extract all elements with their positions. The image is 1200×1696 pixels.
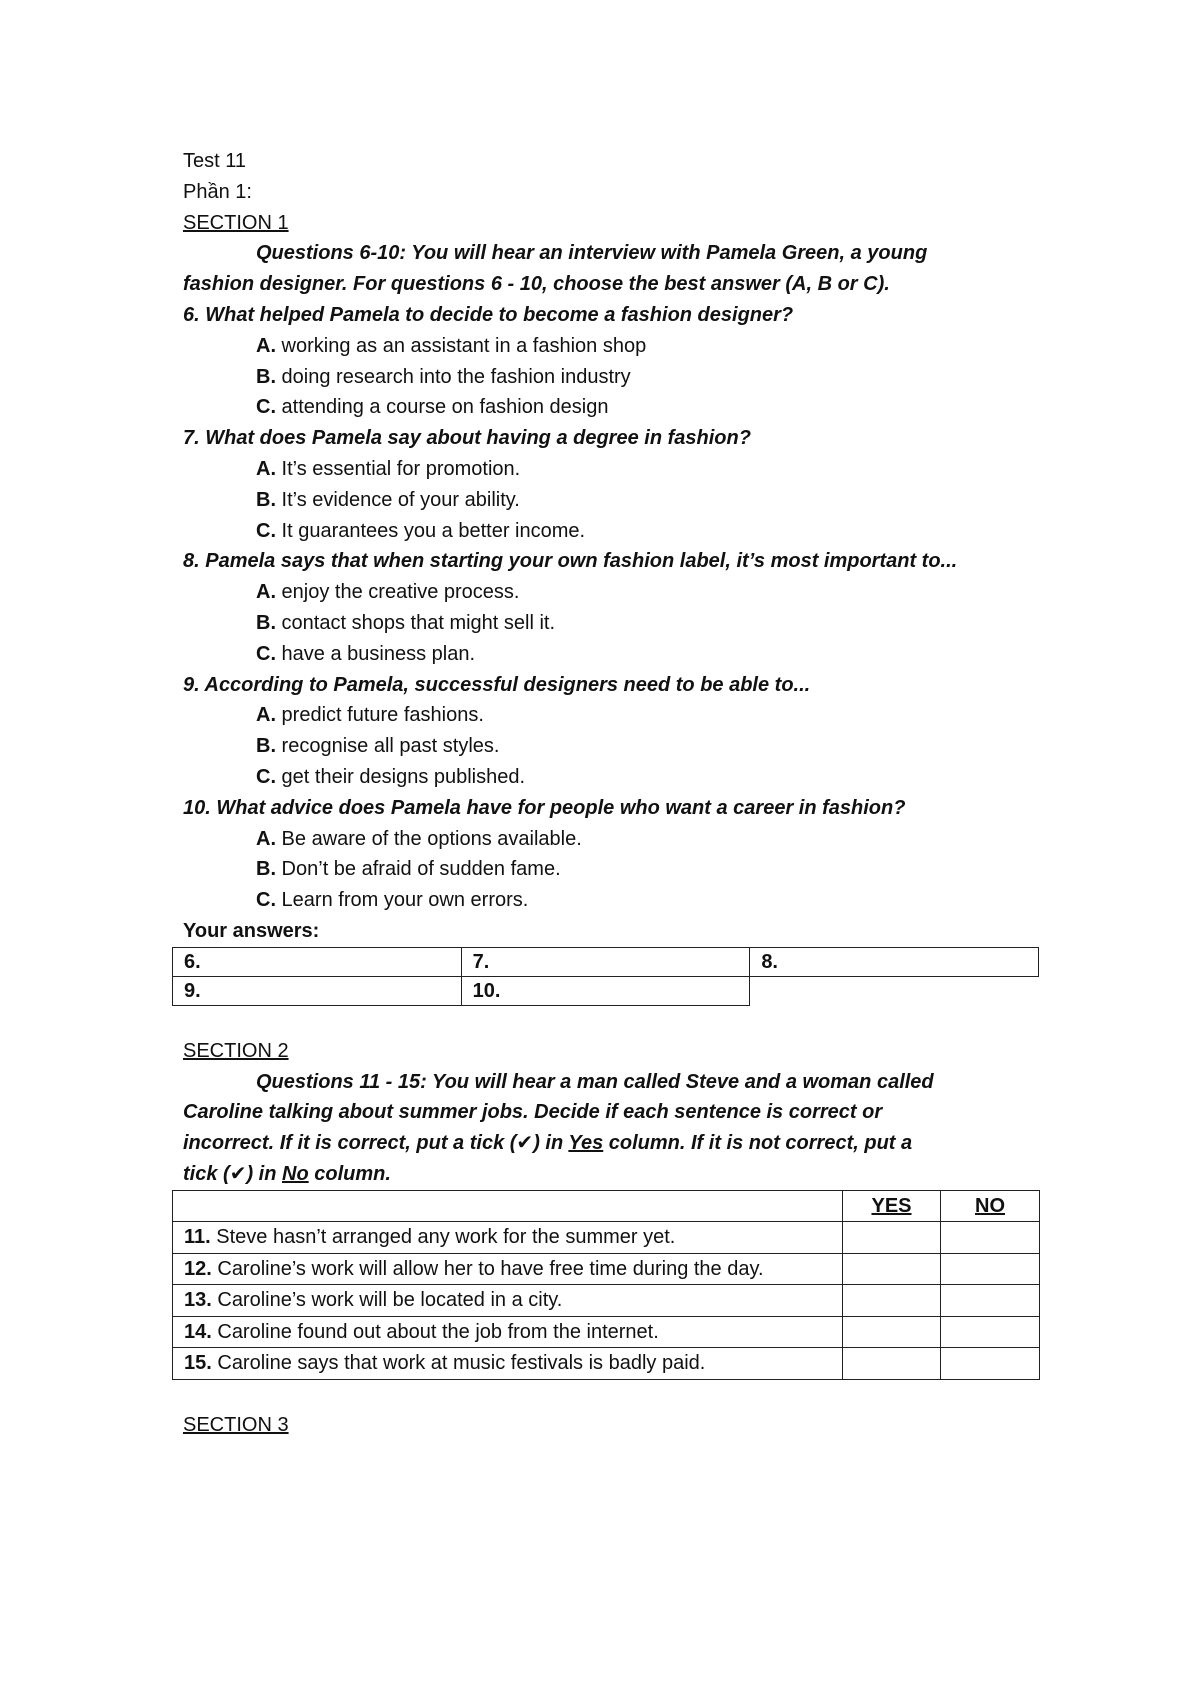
- answer-cell[interactable]: 9.: [173, 976, 462, 1005]
- question-stem: 6. What helped Pamela to decide to become a fashion designer?: [183, 303, 794, 326]
- option-text: It’s evidence of your ability.: [276, 488, 520, 511]
- empty-cell: [750, 976, 1039, 1005]
- no-cell[interactable]: [941, 1222, 1040, 1254]
- yes-cell[interactable]: [843, 1348, 941, 1380]
- instr-text: column. If it is not correct, put a: [603, 1132, 913, 1155]
- option-letter: A.: [256, 581, 276, 604]
- option: [183, 331, 1043, 362]
- option-text: Don’t be afraid of sudden fame.: [276, 858, 561, 881]
- spacer: [183, 1006, 1043, 1036]
- section1-instructions-2: fashion designer. For questions 6 - 10, choose the best answer (A, B or C).: [183, 273, 890, 296]
- no-cell[interactable]: [941, 1316, 1040, 1348]
- tick-icon: ✔: [229, 1162, 247, 1185]
- question-stem: 7. What does Pamela say about having a degree in fashion?: [183, 427, 751, 450]
- table-row: [173, 1316, 1040, 1348]
- option: [183, 362, 1043, 393]
- option-letter: B.: [256, 365, 276, 388]
- option-text: predict future fashions.: [276, 704, 484, 727]
- yes-cell[interactable]: [843, 1316, 941, 1348]
- statement-number: 15.: [184, 1352, 212, 1375]
- table-header-row: [173, 1190, 1040, 1222]
- option-text: attending a course on fashion design: [276, 396, 609, 419]
- answer-cell[interactable]: 10.: [461, 976, 750, 1005]
- instr-text: ) in: [533, 1132, 569, 1155]
- statement-number: 13.: [184, 1289, 212, 1312]
- test-title: Test 11: [183, 150, 246, 172]
- section2-instructions-1: Questions 11 - 15: You will hear a man called Steve and a woman called: [256, 1070, 934, 1093]
- option-letter: B.: [256, 858, 276, 881]
- option-letter: B.: [256, 611, 276, 634]
- statement-cell: [173, 1222, 843, 1254]
- section3-heading: SECTION 3: [183, 1413, 289, 1436]
- header-blank-cell: [173, 1190, 843, 1222]
- yes-cell[interactable]: [843, 1222, 941, 1254]
- option: [183, 854, 1043, 885]
- statement-text: Caroline says that work at music festivals is badly paid.: [211, 1352, 706, 1375]
- no-cell[interactable]: [941, 1285, 1040, 1317]
- no-cell[interactable]: [941, 1348, 1040, 1380]
- option: [183, 700, 1043, 731]
- option: [183, 824, 1043, 855]
- option-letter: A.: [256, 704, 276, 727]
- instr-text: tick (: [183, 1162, 230, 1185]
- option-text: It’s essential for promotion.: [276, 457, 521, 480]
- statement-text: Caroline’s work will allow her to have free time during the day.: [211, 1257, 764, 1280]
- section1-heading: SECTION 1: [183, 211, 289, 234]
- question-stem: 8. Pamela says that when starting your own fashion label, it’s most important to...: [183, 550, 958, 573]
- option-letter: C.: [256, 519, 276, 542]
- document-page: [183, 146, 1043, 1441]
- table-row: [173, 947, 1039, 976]
- option: [183, 608, 1043, 639]
- option: [183, 485, 1043, 516]
- option: [183, 885, 1043, 916]
- option-text: Be aware of the options available.: [276, 827, 582, 850]
- spacer: [183, 1380, 1043, 1410]
- option-text: have a business plan.: [276, 642, 476, 665]
- statement-number: 14.: [184, 1320, 212, 1343]
- option: [183, 392, 1043, 423]
- option: [183, 762, 1043, 793]
- table-row: [173, 1348, 1040, 1380]
- section2-instructions-3: [183, 1128, 1043, 1159]
- option: [183, 516, 1043, 547]
- option-text: enjoy the creative process.: [276, 581, 520, 604]
- statement-text: Steve hasn’t arranged any work for the summer yet.: [210, 1226, 676, 1249]
- yes-word: Yes: [568, 1132, 604, 1155]
- table-row: [173, 1253, 1040, 1285]
- answers-label: Your answers:: [183, 919, 320, 942]
- option-text: doing research into the fashion industry: [276, 365, 631, 388]
- option-letter: C.: [256, 765, 276, 788]
- column-header-no: NO: [941, 1190, 1040, 1222]
- answers-table: [172, 947, 1039, 1006]
- option-letter: C.: [256, 642, 276, 665]
- option-letter: C.: [256, 889, 276, 912]
- option-letter: A.: [256, 827, 276, 850]
- table-row: [173, 1285, 1040, 1317]
- option-letter: A.: [256, 457, 276, 480]
- statement-number: 11.: [184, 1226, 211, 1249]
- statement-number: 12.: [184, 1257, 212, 1280]
- no-word: No: [282, 1162, 309, 1185]
- answer-cell[interactable]: 6.: [173, 947, 462, 976]
- statement-text: Caroline’s work will be located in a city.: [211, 1289, 563, 1312]
- option-text: contact shops that might sell it.: [276, 611, 556, 634]
- option: [183, 731, 1043, 762]
- option-text: Learn from your own errors.: [276, 889, 529, 912]
- option: [183, 454, 1043, 485]
- tick-icon: ✔: [516, 1132, 534, 1155]
- option-letter: A.: [256, 334, 276, 357]
- yes-no-table: [172, 1190, 1040, 1380]
- column-header-yes: YES: [843, 1190, 941, 1222]
- section2-instructions-2: Caroline talking about summer jobs. Decide if each sentence is correct or: [183, 1101, 883, 1124]
- table-row: [173, 1222, 1040, 1254]
- option-letter: C.: [256, 396, 276, 419]
- statement-cell: [173, 1253, 843, 1285]
- option-letter: B.: [256, 735, 276, 758]
- yes-cell[interactable]: [843, 1285, 941, 1317]
- statement-cell: [173, 1348, 843, 1380]
- statement-cell: [173, 1285, 843, 1317]
- section1-instructions-1: Questions 6-10: You will hear an interview with Pamela Green, a young: [256, 242, 928, 265]
- statement-cell: [173, 1316, 843, 1348]
- question-stem: 9. According to Pamela, successful designers need to be able to...: [183, 673, 811, 696]
- section2-instructions-4: [183, 1159, 1043, 1190]
- option-text: It guarantees you a better income.: [276, 519, 586, 542]
- option-text: working as an assistant in a fashion shop: [276, 334, 647, 357]
- instr-text: ) in: [246, 1162, 282, 1185]
- option: [183, 577, 1043, 608]
- option-text: recognise all past styles.: [276, 735, 500, 758]
- answer-cell[interactable]: 7.: [461, 947, 750, 976]
- question-stem: 10. What advice does Pamela have for people who want a career in fashion?: [183, 796, 906, 819]
- table-row: [173, 976, 1039, 1005]
- option-text: get their designs published.: [276, 765, 526, 788]
- instr-text: column.: [308, 1162, 391, 1185]
- answer-cell[interactable]: 8.: [750, 947, 1039, 976]
- option-letter: B.: [256, 488, 276, 511]
- yes-cell[interactable]: [843, 1253, 941, 1285]
- option: [183, 639, 1043, 670]
- section2-heading: SECTION 2: [183, 1039, 289, 1062]
- statement-text: Caroline found out about the job from the internet.: [211, 1320, 659, 1343]
- part-label: Phần 1:: [183, 180, 252, 203]
- no-cell[interactable]: [941, 1253, 1040, 1285]
- instr-text: incorrect. If it is correct, put a tick (: [183, 1132, 517, 1155]
